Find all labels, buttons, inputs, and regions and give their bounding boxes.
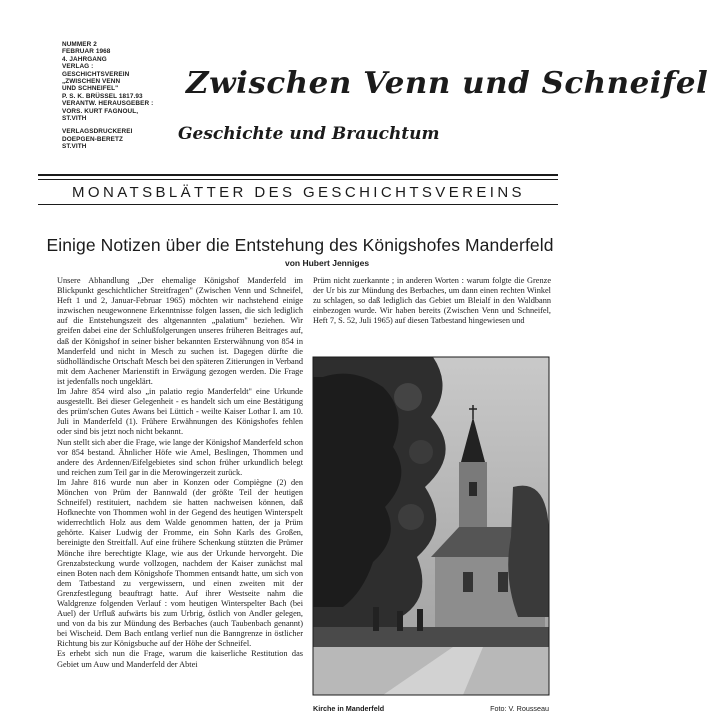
- printer-line: DOEPGEN-BERETZ: [62, 135, 124, 143]
- meta-line: VERLAG :: [62, 63, 94, 71]
- article-title: Einige Notizen über die Entstehung des Königshofes Manderfeld: [46, 235, 554, 255]
- article-column-left: [57, 276, 303, 670]
- caption-text: Kirche in Manderfeld: [313, 704, 385, 713]
- meta-line: GESCHICHTSVEREIN: [62, 70, 130, 78]
- section-rule: [38, 204, 558, 205]
- paragraph: Unsere Abhandlung „Der ehemalige Königshof Manderfeld im Blickpunkt geschichtlicher Streitfragen" (Zwischen Venn und Schneifel, Heft 1 und 2, Januar-Februar 1965) möchten wir nachstehend einige inzwischen neugewonnene Erkenntnisse folgen lassen, die sich lediglich auf die Entstehungszeit des altgenannten „palatium" beziehen. Wir greifen dabei eine der Schlußfolgerungen unseres früheren Beitrages auf, daß der Königshof in seiner bisher bekannten Ersterwähnung von 854 in Manderfeld und nicht in Mesch zu suchen ist. Dagegen dürfte die südholländische Ortschaft Mesch bei den späteren Zitierungen in Verband mit dem Aachener Marienstift in Erwägung gezogen werden. Die Frage ist jedenfalls noch ungeklärt.: [57, 276, 303, 386]
- meta-line: NUMMER 2: [62, 41, 97, 48]
- article-column-right: [313, 276, 551, 326]
- church-photo: [313, 357, 549, 695]
- photo-caption: [313, 704, 549, 713]
- top-rule-thin: [38, 179, 558, 180]
- printer-line: ST.VITH: [62, 143, 87, 151]
- meta-line: 4. JAHRGANG: [62, 55, 107, 63]
- meta-line: VORS. KURT FAGNOUL,: [62, 107, 139, 115]
- meta-line: P. S. K. BRÜSSEL 1817.93: [62, 92, 143, 100]
- top-rule: [38, 174, 558, 176]
- printer-line: VERLAGSDRUCKEREI: [62, 128, 133, 136]
- paragraph: Nun stellt sich aber die Frage, wie lange der Königshof Manderfeld schon vor 854 bestand. Ähnlicher Höfe wie Amel, Beslingen, Thommen und andere des Ardennen/Eifelgebietes sind schon früher urkundlich belegt und reichen zum Teil gar in die Merowingerzeit zurück.: [57, 437, 303, 477]
- meta-line: ST.VITH: [62, 115, 87, 123]
- meta-line: UND SCHNEIFEL": [62, 85, 119, 93]
- meta-line: VERANTW. HERAUSGEBER :: [62, 100, 154, 108]
- masthead-subtitle: Geschichte und Brauchtum: [178, 124, 440, 144]
- paragraph: Es erhebt sich nun die Frage, warum die kaiserliche Restitution das Gebiet um Auw und Manderfeld der Abtei: [57, 649, 303, 669]
- masthead-title: Zwischen Venn und Schneifel: [186, 66, 708, 101]
- meta-line: „ZWISCHEN VENN: [62, 78, 121, 86]
- meta-line: FEBRUAR 1968: [62, 48, 111, 56]
- section-heading: MONATSBLÄTTER DES GESCHICHTSVEREINS: [72, 184, 525, 201]
- paragraph: Im Jahre 854 wird also „in palatio regio Manderfeldt" eine Urkunde ausgestellt. Bei dieser Gelegenheit - es handelt sich um eine Bestätigung des prüm'schen Gutes Awans bei Lüttich - weilte Kaiser Lothar I. am 10. Juli in Manderfeld (1). Frühere Erwähnungen des Königshofes fehlen oder sind bis jetzt noch nicht bekannt.: [57, 387, 303, 437]
- photo-credit: Foto: V. Rousseau: [490, 704, 549, 713]
- paragraph: Im Jahre 816 wurde nun aber in Konzen oder Compiègne (2) den Mönchen von Prüm der Bannwald (der größte Teil der heutigen Schneifel) restituiert, nachdem sie hatten nachweisen können, daß Hofknechte von Thommen wohl in der Gegend des heutigen Winterspelt widerrechtlich Holz aus dem Walde genommen hatten, der ja Prüm gehörte. Kaiser Ludwig der Fromme, ein Sohn Karls des Großen, bereinigte den Streitfall. Auf eine frühere Schenkung stützten die Prümer Mönche ihre berechtigte Klage, wie aus der Urkunde hervorgeht. Die Grenzabsteckung wurde vollzogen, nachdem der Kaiser zunächst mal einen Boten nach dem Königshofe Thommen entsandt hatte, um sich von dem Tatbestand zu vergewissern, und einen zweiten mit der Grenzfestlegung beauftragt hatte. Auf ihrer Westseite nahm die Waldgrenze folgenden Verlauf : vom heutigen Winterspelter Bach (bei Auel) der Urfluß aufwärts bis zum Urbrig, östlich von Andler gelegen, und von da bis zur Mündung des Berbaches (auch Taubenbach genannt) bei Wischeid. Dem Bach entlang verlief nun die Banngrenze in östlicher Richtung bis zur Königsbuche auf der Höhe der Schneifel.: [57, 477, 303, 649]
- article-byline: von Hubert Jenniges: [285, 258, 370, 268]
- masthead-meta: [62, 41, 172, 151]
- paragraph: Prüm nicht zuerkannte ; in anderen Worten : warum folgte die Grenze der Ur bis zur Mündung des Berbaches, um dann einen rechten Winkel zu schlagen, so daß lediglich das Gebiet um Bleialf in den Waldbann einbezogen wurde. Wir haben bereits (Zwischen Venn und Schneifel, Heft 7, S. 52, Juli 1965) auf diesen Tatbestand hingewiesen und: [313, 276, 551, 326]
